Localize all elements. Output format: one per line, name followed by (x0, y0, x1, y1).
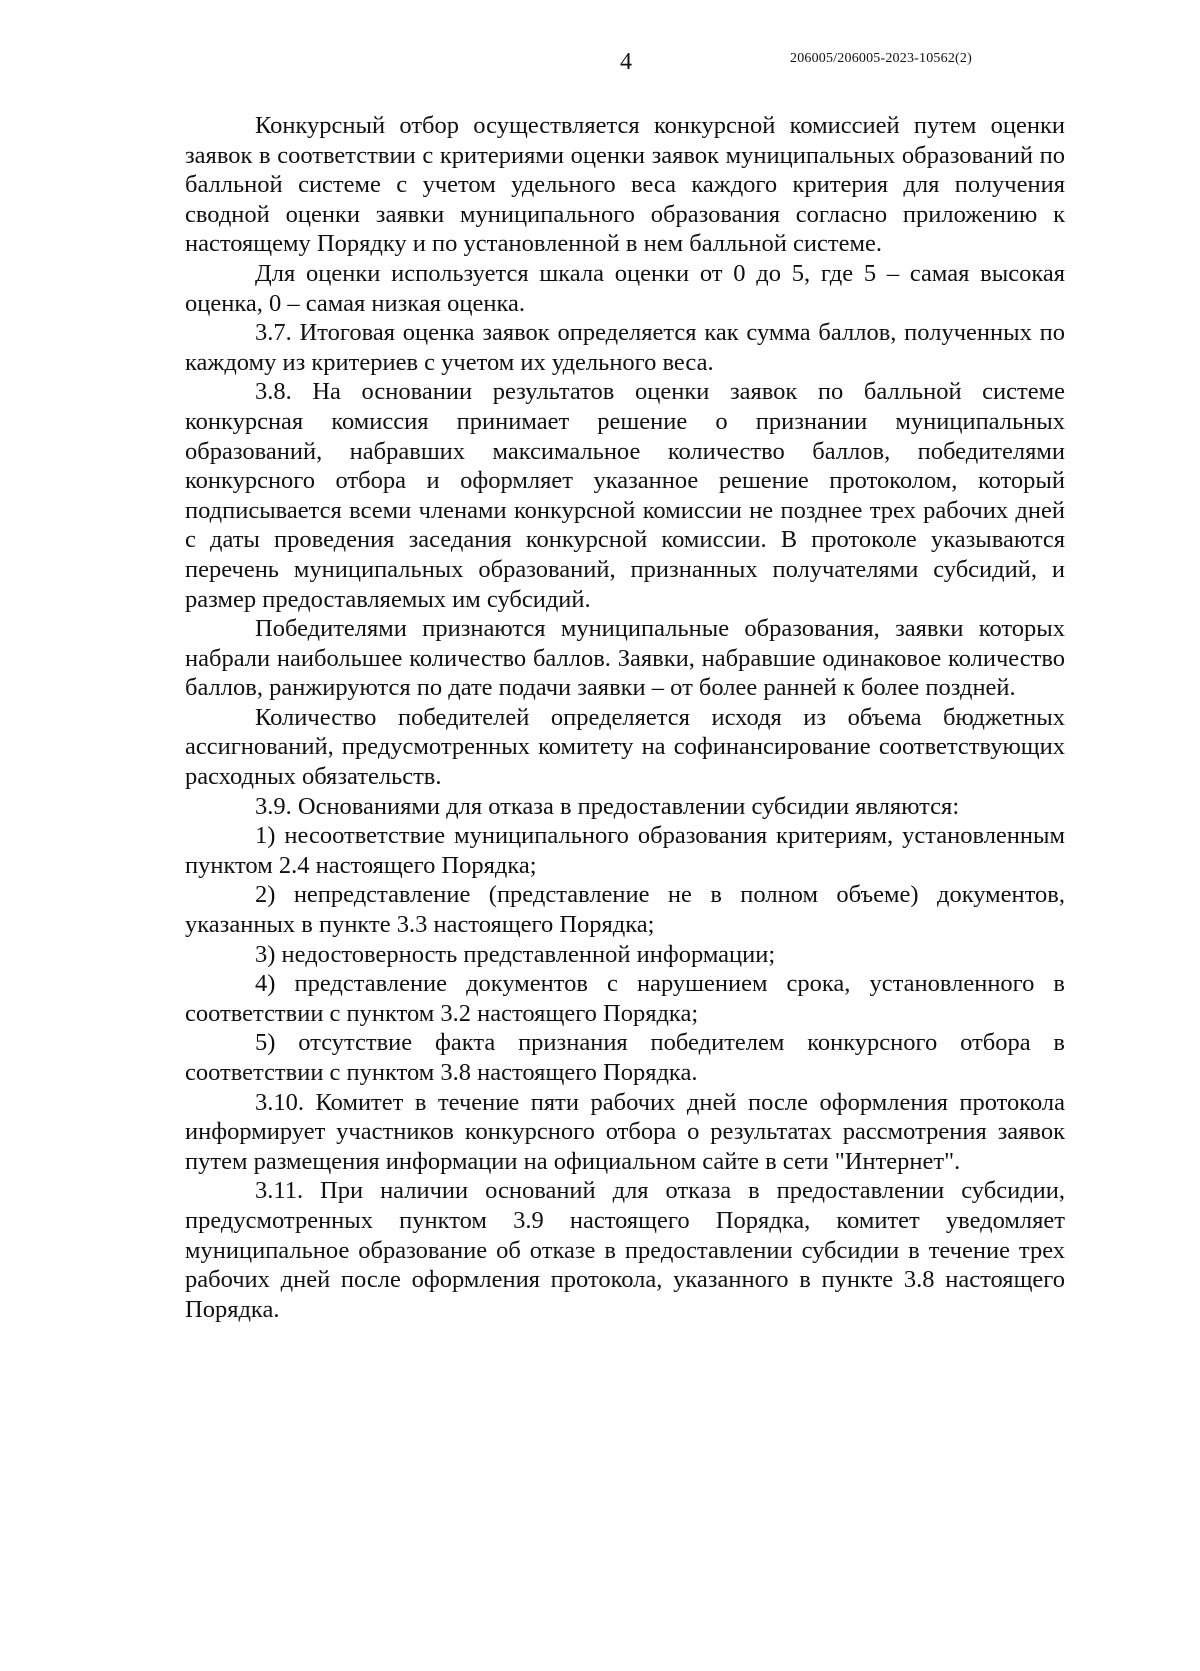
paragraph-3-8: 3.8. На основании результатов оценки заявок по балльной системе конкурсная комиссия принимает решение о признании муниципальных образований, набравших максимальное количество баллов, победителями конкурсного отбора и оформляет указанное решение протоколом, который подписывается всеми членами конкурсной комиссии не позднее трех рабочих дней с даты проведения заседания конкурсной комиссии. В протоколе указываются перечень муниципальных образований, признанных получателями субсидий, и размер предоставляемых им субсидий. (185, 378, 1065, 613)
document-id: 206005/206005-2023-10562(2) (790, 51, 972, 66)
list-item-1: 1) несоответствие муниципального образования критериям, установленным пунктом 2.4 настоящего Порядка; (185, 822, 1065, 879)
paragraph-3-11: 3.11. При наличии оснований для отказа в предоставлении субсидии, предусмотренных пунктом 3.9 настоящего Порядка, комитет уведомляет муниципальное образование об отказе в предоставлении субсидии в течение трех рабочих дней после оформления протокола, указанного в пункте 3.8 настоящего Порядка. (185, 1177, 1065, 1323)
paragraph-winners: Победителями признаются муниципальные образования, заявки которых набрали наибольшее количество баллов. Заявки, набравшие одинаковое количество баллов, ранжируются по дате подачи заявки – от более ранней к более поздней. (185, 615, 1065, 702)
list-item-2: 2) непредставление (представление не в полном объеме) документов, указанных в пункте 3.3 настоящего Порядка; (185, 881, 1065, 939)
paragraph-scale: Для оценки используется шкала оценки от 0 до 5, где 5 – самая высокая оценка, 0 – самая низкая оценка. (185, 259, 1065, 317)
page-number: 4 (620, 49, 632, 75)
list-item-5: 5) отсутствие факта признания победителем конкурсного отбора в соответствии с пунктом 3.8 настоящего Порядка. (185, 1029, 1065, 1086)
list-item-4: 4) представление документов с нарушением срока, установленного в соответствии с пунктом 3.2 настоящего Порядка; (185, 970, 1065, 1027)
list-item-3: 3) недостоверность представленной информации; (255, 940, 776, 968)
paragraph-3-9: 3.9. Основаниями для отказа в предоставлении субсидии являются: (255, 792, 960, 820)
paragraph-3-10: 3.10. Комитет в течение пяти рабочих дней после оформления протокола информирует участников конкурсного отбора о результатах рассмотрения заявок путем размещения информации на официальном сайте в сети "Интернет". (185, 1088, 1065, 1175)
document-body (185, 111, 1065, 1324)
paragraph-3-7: 3.7. Итоговая оценка заявок определяется как сумма баллов, полученных по каждому из критериев с учетом их удельного веса. (185, 319, 1065, 376)
paragraph-winner-count: Количество победителей определяется исходя из объема бюджетных ассигнований, предусмотренных комитету на софинансирование соответствующих расходных обязательств. (185, 703, 1065, 791)
paragraph-competition-selection: Конкурсный отбор осуществляется конкурсной комиссией путем оценки заявок в соответствии с критериями оценки заявок муниципальных образований по балльной системе с учетом удельного веса каждого критерия для получения сводной оценки заявки муниципального образования согласно приложению к настоящему Порядку и по установленной в нем балльной системе. (185, 112, 1065, 258)
